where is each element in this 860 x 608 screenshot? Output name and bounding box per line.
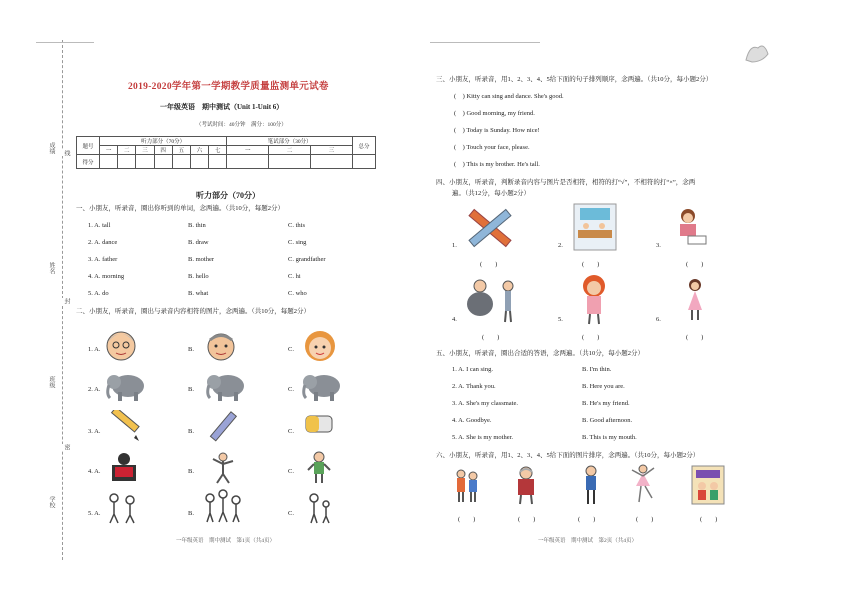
q6-answer-blank[interactable]: ( ) (458, 516, 476, 523)
q4-number: 5. (558, 316, 563, 323)
q1-option[interactable]: 3. A. father (88, 256, 118, 263)
q5-option[interactable]: B. I'm thin. (582, 366, 612, 373)
q4-instruction-2: 遍。（共12分，每小题2分） (452, 190, 530, 197)
q4-answer-blank[interactable]: ( ) (582, 334, 600, 341)
pencil-ruler-image[interactable] (462, 204, 518, 252)
score-cell[interactable] (118, 155, 136, 169)
eraser-image[interactable] (302, 410, 336, 440)
col-numeral: 五 (172, 146, 190, 155)
two-kids-image[interactable] (452, 466, 482, 506)
family-image[interactable] (202, 488, 244, 526)
q3-instruction: 三、小朋友，听录音，用1、2、3、4、5给下面的句子排列顺序，念两遍。（共10分，每小题2分） (436, 76, 713, 83)
q3-item[interactable]: ( ) Kitty can sing and dance. She's good. (454, 93, 564, 100)
q2-label: B. (188, 386, 194, 393)
q2-label: 4. A. (88, 468, 101, 475)
q1-option[interactable]: 5. A. do (88, 290, 109, 297)
girl-dancing-image[interactable] (206, 450, 240, 486)
old-man-face-image[interactable] (204, 328, 238, 364)
q3-item[interactable]: ( ) Good morning, my friend. (454, 110, 535, 117)
listening-section-title: 听力部分（70分） (196, 191, 260, 200)
score-cell[interactable] (227, 155, 269, 169)
q1-option[interactable]: B. thin (188, 222, 206, 229)
score-row-label-number: 题号 (77, 137, 100, 155)
classroom-scene-image[interactable] (690, 462, 726, 506)
score-cell[interactable] (190, 155, 208, 169)
q2-label: B. (188, 510, 194, 517)
q2-label: B. (188, 428, 194, 435)
ballerina-image[interactable] (626, 462, 660, 506)
girl-red-hair-image[interactable] (574, 272, 614, 326)
binding-mark-secret: 密 (63, 444, 69, 450)
q5-option[interactable]: B. Here you are. (582, 383, 625, 390)
binding-mark-line: 线 (63, 150, 69, 156)
col-numeral: 一 (100, 146, 118, 155)
score-cell[interactable] (209, 155, 227, 169)
q1-option[interactable]: 2. A. dance (88, 239, 118, 246)
q1-option[interactable]: C. sing (288, 239, 307, 246)
scan-stamp-mark (742, 40, 774, 66)
col-numeral: 二 (118, 146, 136, 155)
boy-image[interactable] (580, 464, 602, 506)
q1-option[interactable]: 4. A. morning (88, 273, 125, 280)
q1-option[interactable]: B. mother (188, 256, 214, 263)
q5-option[interactable]: B. Good afternoon. (582, 417, 633, 424)
girl-drawing-image[interactable] (670, 204, 710, 250)
col-numeral: 三 (136, 146, 154, 155)
q2-label: 5. A. (88, 510, 101, 517)
q4-answer-blank[interactable]: ( ) (482, 334, 500, 341)
q4-answer-blank[interactable]: ( ) (686, 334, 704, 341)
page-title: 2019-2020学年第一学期教学质量监测单元试卷 (128, 82, 329, 92)
fat-and-thin-men-image[interactable] (462, 276, 520, 326)
q2-instruction: 二、小朋友，听录音，圈出与录音内容相符的图片，念两遍。（共10分，每题2分） (76, 308, 310, 315)
score-cell[interactable] (269, 155, 311, 169)
col-numeral: 四 (154, 146, 172, 155)
q4-instruction-1: 四、小朋友，听录音，判断录音内容与图片是否相符，相符的打“√”，不相符的打“×”，念两 (436, 179, 696, 186)
q6-answer-blank[interactable]: ( ) (518, 516, 536, 523)
q5-instruction: 五、小朋友，听录音，圈出合适的答语，念两遍。（共10分，每小题2分） (436, 350, 644, 357)
q2-label: C. (288, 510, 294, 517)
score-cell[interactable] (311, 155, 353, 169)
score-cell[interactable] (353, 155, 376, 169)
score-cell[interactable] (172, 155, 190, 169)
q4-number: 2. (558, 242, 563, 249)
q1-option[interactable]: C. who (288, 290, 307, 297)
q5-option[interactable]: B. This is my mouth. (582, 434, 637, 441)
classroom-image[interactable] (572, 202, 618, 252)
q2-label: 3. A. (88, 428, 101, 435)
col-numeral: 七 (209, 146, 227, 155)
q4-number: 3. (656, 242, 661, 249)
q4-number: 1. (452, 242, 457, 249)
boy-reading-image[interactable] (106, 450, 142, 486)
q6-answer-blank[interactable]: ( ) (700, 516, 718, 523)
q5-option[interactable]: 2. A. Thank you. (452, 383, 496, 390)
binding-label-score: 成绩 (48, 142, 54, 154)
q1-option[interactable]: 1. A. tall (88, 222, 111, 229)
q2-label: 1. A. (88, 346, 101, 353)
listening-header: 听力部分（70分） (100, 137, 227, 146)
ruler-image[interactable] (206, 408, 240, 444)
q1-option[interactable]: B. draw (188, 239, 209, 246)
written-header: 笔试部分（30分） (227, 137, 353, 146)
q6-answer-blank[interactable]: ( ) (578, 516, 596, 523)
q2-label: C. (288, 468, 294, 475)
col-numeral: 三 (311, 146, 353, 155)
q1-instruction: 一、小朋友，听录音，圈出你听到的单词，念两遍。（共10分，每题2分） (76, 205, 284, 212)
score-table (76, 136, 376, 169)
grandma-face-image[interactable] (104, 328, 138, 364)
col-numeral: 二 (269, 146, 311, 155)
q5-option[interactable]: 5. A. She is my mother. (452, 434, 514, 441)
q3-item[interactable]: ( ) This is my brother. He's tall. (454, 161, 540, 168)
q6-instruction: 六、小朋友，听录音，用1、2、3、4、5给下面的图片排序，念两遍。（共10分，每小题2分） (436, 452, 700, 459)
grandfather-image[interactable] (508, 464, 544, 506)
col-numeral: 六 (190, 146, 208, 155)
col-numeral: 一 (227, 146, 269, 155)
score-cell[interactable] (100, 155, 118, 169)
boy-standing-image[interactable] (304, 450, 334, 486)
small-girl-image[interactable] (680, 276, 710, 324)
score-row-label-score: 得分 (77, 155, 100, 169)
top-rule-left (36, 42, 94, 43)
q5-option[interactable]: 3. A. She's my classmate. (452, 400, 518, 407)
top-rule-right (430, 42, 540, 43)
q2-label: C. (288, 386, 294, 393)
q5-option[interactable]: B. He's my friend. (582, 400, 630, 407)
binding-label-school: 学校 (48, 496, 54, 508)
q4-answer-blank[interactable]: ( ) (582, 261, 600, 268)
score-cell[interactable] (154, 155, 172, 169)
page-footer-right: 一年级英语 期中测试 第2页（共4页） (538, 538, 638, 544)
q4-number: 6. (656, 316, 661, 323)
girl-face-image[interactable] (302, 326, 338, 364)
q3-item[interactable]: ( ) Today is Sunday. How nice! (454, 127, 540, 134)
q2-label: C. (288, 346, 294, 353)
q6-answer-blank[interactable]: ( ) (636, 516, 654, 523)
pencil-image[interactable] (106, 410, 144, 444)
q4-answer-blank[interactable]: ( ) (686, 261, 704, 268)
q2-label: C. (288, 428, 294, 435)
page-footer-left: 一年级英语 期中测试 第1页（共4页） (176, 538, 276, 544)
q2-label: B. (188, 346, 194, 353)
q2-label: B. (188, 468, 194, 475)
q2-label: 2. A. (88, 386, 101, 393)
q1-option[interactable]: C. this (288, 222, 305, 229)
family-image[interactable] (104, 490, 144, 526)
q5-option[interactable]: 4. A. Goodbye. (452, 417, 492, 424)
exam-info: （考试时间：40分钟 满分：100分） (196, 122, 287, 128)
q3-item[interactable]: ( ) Touch your face, please. (454, 144, 530, 151)
elephant-image[interactable] (300, 368, 344, 404)
binding-label-class: 班级 (48, 376, 54, 388)
elephant-image[interactable] (104, 368, 148, 404)
q4-number: 4. (452, 316, 457, 323)
q1-option[interactable]: C. grandfather (288, 256, 326, 263)
score-cell[interactable] (136, 155, 154, 169)
q1-option[interactable]: B. hello (188, 273, 209, 280)
q1-option[interactable]: B. what (188, 290, 209, 297)
elephant-image[interactable] (204, 368, 248, 404)
binding-label-name: 姓名 (48, 262, 54, 274)
family-image[interactable] (302, 490, 336, 526)
q1-option[interactable]: C. hi (288, 273, 301, 280)
q5-option[interactable]: 1. A. I can sing. (452, 366, 493, 373)
total-header: 总分 (353, 137, 376, 155)
page-subtitle: 一年级英语 期中测试（Unit 1-Unit 6） (160, 103, 284, 111)
q4-answer-blank[interactable]: ( ) (480, 261, 498, 268)
binding-mark-seal: 封 (63, 298, 69, 304)
